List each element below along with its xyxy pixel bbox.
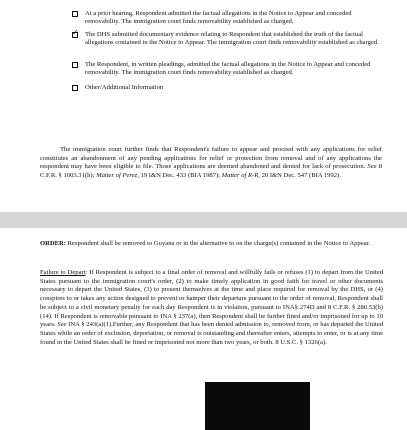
abandonment-finding xyxy=(40,146,382,180)
see-citation: See xyxy=(57,321,67,329)
failure-text-continued: INA § 243(a)(1).Further, any Respondent that has been denied admission to, removed from, or has departed the United States while an order of exclusion, deportation, or removal is outstanding and thereafter enters, attempts to enter, or is at any time found in the United States shall be fined or imprisoned not more than two years, or both. 8 U.S.C. § 1326(a). xyxy=(40,321,383,346)
see-citation: See xyxy=(367,163,377,171)
checkbox-label: Other/Additional Information xyxy=(85,84,164,91)
order-text: Respondent shall be removed to Guyana or in the alternative to on the charge(s) contained in the Notice to Appear. xyxy=(66,240,371,247)
checkbox-item-dhs-evidence xyxy=(72,31,385,48)
case-name-perez: Matter of Perez xyxy=(96,171,138,179)
order-label: ORDER: xyxy=(40,240,67,247)
finding-citation: 8 C.F.R. § 1003.31(h); xyxy=(40,163,383,179)
checkbox-written-pleadings[interactable] xyxy=(72,62,78,68)
document-page-top xyxy=(0,0,407,212)
checkbox-label: The Respondent, in written pleadings, admitted the factual allegations in the Notice to Appear and conceded removability. The immigration court finds removability established as charged. xyxy=(85,61,371,77)
finding-citation: , 19 I&N Dec. 433 (BIA 1987); xyxy=(137,171,222,179)
failure-to-depart-label: Failure to Depart xyxy=(40,269,86,276)
removal-order xyxy=(40,239,383,248)
checkbox-prior-hearing[interactable] xyxy=(72,11,78,17)
page-separator xyxy=(0,212,407,228)
finding-citation: , 20 I&N Dec. 547 (BIA 1992). xyxy=(258,171,341,179)
checkbox-label: At a prior hearing, Respondent admitted the factual allegations in the Notice to Appear and conceded removability. The immigration court finds removability established as charged. xyxy=(85,10,352,26)
checkbox-dhs-evidence[interactable] xyxy=(72,32,78,38)
checkbox-label: The DHS submitted documentary evidence relating to Respondent that established the truth of the factual allegations contained in the Notice to Appear. The immigration court finds removability established as charged. xyxy=(85,31,379,47)
redaction-box xyxy=(205,382,310,430)
finding-text: The immigration court further finds that Respondent's failure to appear and proceed with any applications for relief constitutes an abandonment of any pending applications for relief or protection from removal and of any applications the respondent may have been eligible to file. Those applications are deemed abandoned and denied for lack of prosecution. xyxy=(40,146,382,171)
checkbox-item-written-pleadings xyxy=(72,61,385,78)
checkbox-item-prior-hearing xyxy=(72,10,385,27)
case-name-rr: Matter of R-R xyxy=(221,171,259,179)
checkbox-other[interactable] xyxy=(72,85,78,91)
failure-to-depart-paragraph xyxy=(40,269,383,347)
checkbox-item-other xyxy=(72,84,385,92)
failure-text: : If Respondent is subject to a final order of removal and willfully fails or refuses (1) to depart from the United States pursuant to the immigration court's order, (2) to make timely application in good faith for travel or other documents necessary to depart the United States, (3) to present themselves at the time and place required for removal by the DHS, or (4) conspires to or takes any action designed to prevent or hamper their departure pursuant to the order of removal, Respondent shall be subject to a civil monetary penalty for each day Respondent is in violation, pursuant to INA§ 274D and 8 C.F.R. § 280.53(b)(14). If Respondent is removable pursuant to INA § 237(a), then Respondent shall be further fined and/or imprisoned for up to 10 years. xyxy=(40,269,383,329)
